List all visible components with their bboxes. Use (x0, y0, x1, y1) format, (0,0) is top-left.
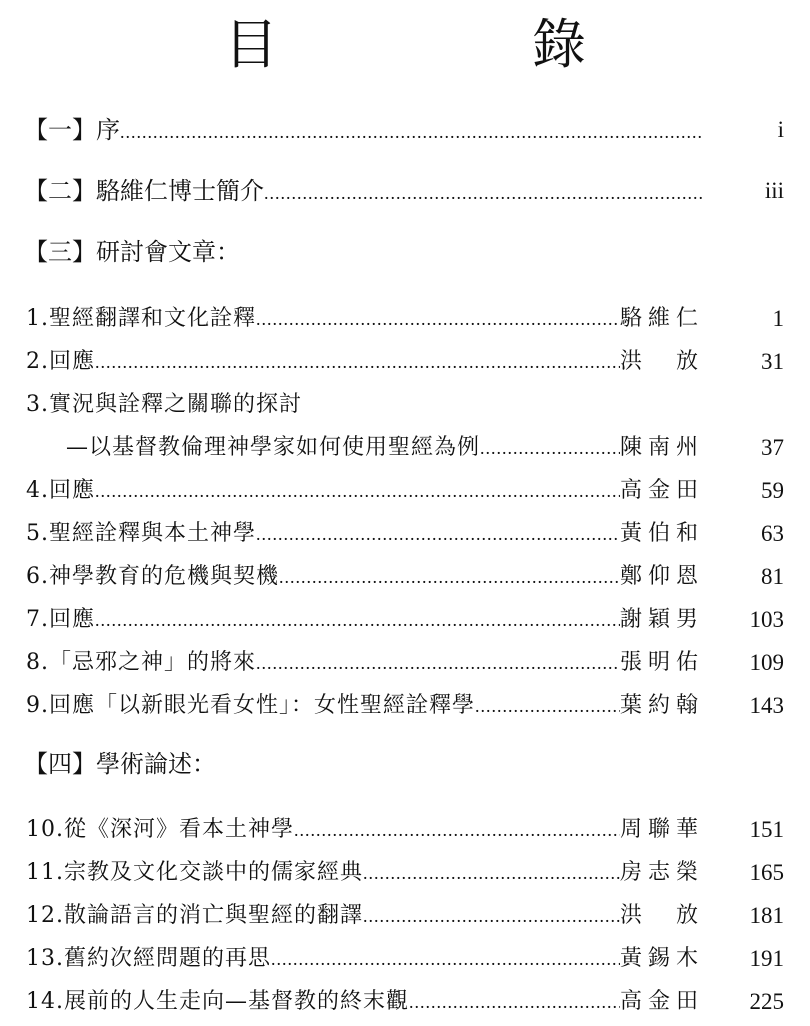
entry-number: 2. (26, 349, 49, 374)
page-number: 63 (761, 521, 784, 546)
page-number: 37 (761, 435, 784, 460)
entry-title: 回應「以新眼光看女性」：女性聖經詮釋學 (49, 693, 476, 718)
entry-title: 從《深河》看本土神學 (64, 817, 295, 842)
toc-entry[interactable] (0, 984, 810, 1020)
section-heading-symposium: 【三】研討會文章： (24, 238, 240, 266)
leader-dots (409, 984, 620, 1020)
page-number: 151 (749, 817, 784, 842)
toc-entry[interactable] (0, 387, 810, 423)
entry-number: 7. (26, 607, 49, 632)
entry-title: 散論語言的消亡與聖經的翻譯 (64, 903, 364, 928)
entry-title: 回應 (49, 349, 96, 374)
entry-title: 宗教及文化交談中的儒家經典 (64, 860, 364, 885)
section-label: 【二】駱維仁博士簡介 (24, 177, 264, 205)
leader-dots (256, 516, 620, 552)
toc-entry[interactable] (0, 516, 810, 552)
toc-entry[interactable] (0, 688, 810, 724)
entry-title: 舊約次經問題的再思 (64, 946, 272, 971)
entry-number: 6. (26, 564, 49, 589)
leader-dots (120, 112, 704, 150)
leader-dots (271, 941, 620, 977)
entry-title: 聖經詮釋與本土神學 (49, 521, 257, 546)
toc-entry[interactable] (0, 941, 810, 977)
leader-dots (475, 688, 620, 724)
entry-author: 高金田 (620, 478, 698, 503)
entry-author: 黃錫木 (620, 946, 698, 971)
entry-author: 謝穎男 (620, 607, 698, 632)
page-number: 1 (772, 306, 784, 331)
toc-entry[interactable] (0, 898, 810, 934)
toc-entry[interactable] (0, 473, 810, 509)
leader-dots (95, 473, 620, 509)
toc-entry-subtitle[interactable] (0, 430, 810, 466)
entry-author: 房志榮 (620, 860, 698, 885)
entry-title: 神學教育的危機與契機 (49, 564, 280, 589)
toc-entry[interactable] (0, 855, 810, 891)
page-number: 191 (749, 946, 784, 971)
page-number: i (777, 117, 784, 142)
entry-number: 5. (26, 521, 49, 546)
leader-dots (95, 344, 620, 380)
entry-author: 高金田 (620, 989, 698, 1014)
entry-author: 張明佑 (620, 650, 698, 675)
leader-dots (294, 812, 620, 848)
entry-author: 黃伯和 (620, 521, 698, 546)
entry-author: 駱維仁 (620, 306, 698, 331)
page-number: 103 (749, 607, 784, 632)
entry-title: 回應 (49, 607, 96, 632)
leader-dots (256, 301, 620, 337)
toc-entry[interactable] (0, 559, 810, 595)
toc-entry[interactable] (0, 301, 810, 337)
page-number: 143 (749, 693, 784, 718)
entry-title: 「忌邪之神」的將來 (49, 650, 257, 675)
toc-section-biography[interactable] (0, 171, 810, 211)
entry-title: 回應 (49, 478, 96, 503)
toc-entry[interactable] (0, 344, 810, 380)
toc-entry[interactable] (0, 645, 810, 681)
entry-author: 陳南州 (620, 435, 698, 460)
entry-author: 周聯華 (620, 817, 698, 842)
entry-title: —以基督教倫理神學家如何使用聖經為例 (66, 435, 481, 460)
toc-entry[interactable] (0, 602, 810, 638)
section-heading-academic: 【四】學術論述： (24, 750, 216, 778)
toc-section-preface[interactable] (0, 110, 810, 150)
toc-entry[interactable] (0, 812, 810, 848)
page-number: 59 (761, 478, 784, 503)
leader-dots (264, 173, 704, 211)
entry-number: 11. (26, 860, 64, 885)
section-label: 【一】序 (24, 116, 120, 144)
entry-number: 8. (26, 650, 49, 675)
entry-title: 展前的人生走向—基督教的終末觀 (64, 989, 410, 1014)
leader-dots (363, 898, 620, 934)
page-number: 165 (749, 860, 784, 885)
entry-number: 10. (26, 817, 64, 842)
page-number: 181 (749, 903, 784, 928)
entry-number: 3. (26, 392, 49, 417)
leader-dots (480, 430, 620, 466)
page-number: 109 (749, 650, 784, 675)
leader-dots (95, 602, 620, 638)
page-number: iii (764, 178, 784, 203)
entry-number: 4. (26, 478, 49, 503)
entry-number: 9. (26, 693, 49, 718)
entry-number: 1. (26, 306, 49, 331)
entry-author: 鄭仰恩 (620, 564, 698, 589)
leader-dots (279, 559, 620, 595)
entry-author: 洪 放 (620, 349, 698, 374)
entry-author: 洪 放 (620, 903, 698, 928)
page-number: 225 (749, 989, 784, 1014)
leader-dots (363, 855, 620, 891)
page-number: 31 (761, 349, 784, 374)
page-number: 81 (761, 564, 784, 589)
page-title: 目 錄 (224, 13, 686, 76)
entry-title: 聖經翻譯和文化詮釋 (49, 306, 257, 331)
entry-title: 實況與詮釋之關聯的探討 (49, 392, 303, 417)
leader-dots (256, 645, 620, 681)
entry-author: 葉約翰 (620, 693, 698, 718)
entry-number: 12. (26, 903, 64, 928)
entry-number: 13. (26, 946, 64, 971)
entry-number: 14. (26, 989, 64, 1014)
